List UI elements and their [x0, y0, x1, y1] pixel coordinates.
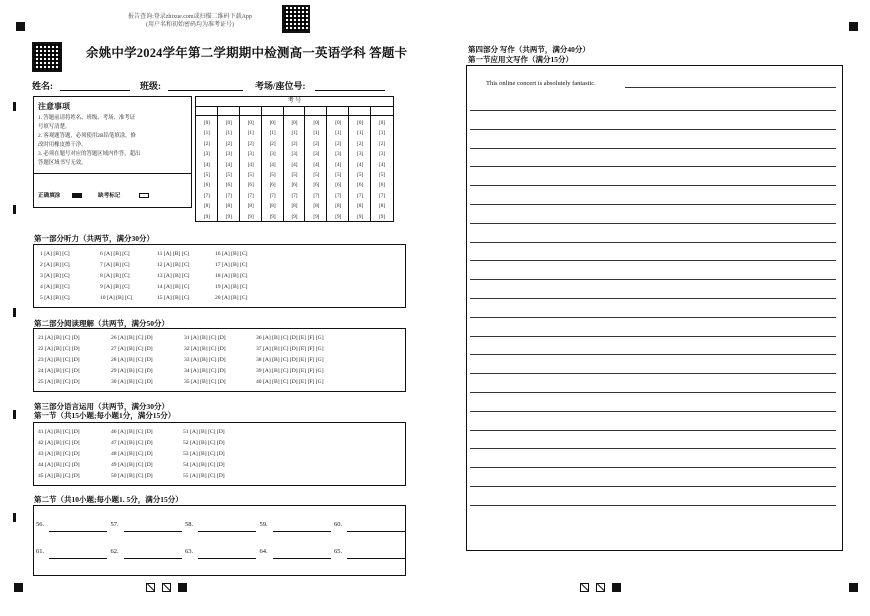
- exam-digit-bubble[interactable]: [6]: [225, 182, 232, 189]
- report-query-line2: (用户名和初始密码均为准考证号): [146, 22, 234, 28]
- exam-digit-bubble[interactable]: [6]: [291, 182, 298, 189]
- writing-line[interactable]: [470, 279, 836, 280]
- registration-mark-bottom-left: [14, 583, 23, 592]
- exam-digit-bubble[interactable]: [2]: [313, 140, 320, 147]
- registration-mark-bottom-center-right: [612, 583, 621, 592]
- timing-mark: [13, 513, 16, 522]
- answer-option-row[interactable]: 45 [A] [B] [C] [D]: [38, 473, 80, 479]
- exam-digit-bubble[interactable]: [4]: [247, 161, 254, 168]
- writing-line[interactable]: [625, 87, 836, 88]
- exam-digit-bubble[interactable]: [5]: [313, 172, 320, 178]
- answer-option-row[interactable]: 6 [A] [B] [C]: [100, 251, 130, 257]
- exam-number-column: [196, 106, 218, 221]
- writing-line[interactable]: [470, 505, 836, 506]
- exam-digit-bubble[interactable]: [2]: [269, 140, 276, 147]
- exam-digit-bubble[interactable]: [5]: [335, 172, 342, 178]
- exam-digit-bubble[interactable]: [4]: [269, 161, 276, 168]
- writing-line[interactable]: [470, 467, 836, 468]
- notice-list: [38, 114, 140, 168]
- page-marker-icon: [162, 583, 171, 592]
- exam-number-write-cell[interactable]: [240, 106, 261, 116]
- notice-item: 1. 答题前请将姓名、班级、考场、准考证: [38, 115, 136, 121]
- part3-box: [33, 422, 406, 486]
- exam-digit-bubble[interactable]: [7]: [313, 192, 320, 199]
- exam-number-write-cell[interactable]: [262, 106, 283, 116]
- answer-option-row[interactable]: 54 [A] [B] [C] [D]: [183, 462, 225, 468]
- page-marker-icon: [146, 583, 155, 592]
- part4-title: 第四部分 写作（共两节，满分40分）: [468, 45, 590, 54]
- exam-number-write-cell[interactable]: [218, 106, 239, 116]
- exam-digit-bubble[interactable]: [1]: [291, 130, 298, 137]
- writing-line[interactable]: [470, 242, 836, 243]
- part1-box: [33, 244, 406, 308]
- blank-number: 64.: [259, 548, 268, 555]
- exam-digit-bubble[interactable]: [4]: [357, 161, 364, 168]
- missing-mark-label: 缺考标记: [98, 193, 121, 199]
- exam-number-column: [305, 106, 327, 221]
- exam-digit-bubble[interactable]: [4]: [291, 161, 298, 168]
- writing-line[interactable]: [470, 411, 836, 412]
- blank-answer-line[interactable]: [198, 558, 256, 559]
- exam-number-column: [349, 106, 371, 221]
- blank-number: 61.: [36, 548, 45, 555]
- writing-line[interactable]: [470, 298, 836, 299]
- exam-digit-bubble[interactable]: [5]: [357, 172, 364, 178]
- answer-option-row[interactable]: 42 [A] [B] [C] [D]: [38, 440, 80, 446]
- answer-option-row[interactable]: 38 [A] [B] [C] [D] [E] [F] [G]: [256, 357, 324, 363]
- exam-digit-bubble[interactable]: [9]: [357, 213, 364, 220]
- writing-line[interactable]: [470, 448, 836, 449]
- part3-section2-title: 第二节（共10小题;每小题1. 5分，满分15分）: [34, 495, 183, 504]
- answer-option-row[interactable]: 50 [A] [B] [C] [D]: [111, 473, 153, 479]
- blank-number: 65.: [334, 548, 343, 555]
- blank-number: 60.: [334, 521, 343, 528]
- exam-number-column: [262, 106, 284, 221]
- answer-option-row[interactable]: 49 [A] [B] [C] [D]: [111, 462, 153, 468]
- exam-number-write-cell[interactable]: [349, 106, 370, 116]
- exam-digit-bubble[interactable]: [7]: [269, 192, 276, 199]
- writing-box[interactable]: [466, 65, 843, 551]
- exam-digit-bubble[interactable]: [0]: [335, 120, 342, 126]
- answer-option-row[interactable]: 26 [A] [B] [C] [D]: [111, 335, 153, 341]
- exam-digit-bubble[interactable]: [4]: [379, 161, 386, 168]
- exam-digit-bubble[interactable]: [4]: [225, 161, 232, 168]
- answer-option-row[interactable]: 13 [A] [B] [C]: [157, 273, 190, 279]
- writing-line[interactable]: [470, 317, 836, 318]
- notice-item: 2. 客观题答题，必须使用2B铅笔填涂，修: [38, 133, 136, 139]
- exam-digit-bubble[interactable]: [2]: [335, 140, 342, 147]
- seat-field[interactable]: [315, 90, 385, 91]
- answer-option-row[interactable]: 19 [A] [B] [C]: [215, 284, 248, 290]
- blank-answer-line[interactable]: [124, 531, 182, 532]
- exam-digit-bubble[interactable]: [8]: [379, 203, 386, 210]
- answer-option-row[interactable]: 3 [A] [B] [C]: [40, 273, 70, 279]
- part3-section1-title: 第一节（共15小题;每小题1分，满分15分）: [34, 411, 176, 420]
- qr-code-icon: [282, 5, 310, 33]
- part2-box: [33, 328, 406, 392]
- exam-digit-bubble[interactable]: [3]: [269, 151, 276, 158]
- report-query-line1: 报告查询:登录zhixue.com或扫描二维码下载App: [128, 14, 252, 20]
- exam-digit-bubble[interactable]: [1]: [225, 130, 232, 137]
- writing-line[interactable]: [470, 129, 836, 130]
- exam-digit-bubble[interactable]: [6]: [357, 182, 364, 189]
- blank-answer-line[interactable]: [347, 531, 405, 532]
- registration-mark-top-left: [16, 22, 25, 31]
- exam-digit-bubble[interactable]: [3]: [291, 151, 298, 158]
- blanks-row: [36, 521, 406, 533]
- answer-option-row[interactable]: 43 [A] [B] [C] [D]: [38, 451, 80, 457]
- exam-digit-bubble[interactable]: [1]: [313, 130, 320, 137]
- exam-digit-bubble[interactable]: [0]: [357, 120, 364, 126]
- answer-option-row[interactable]: 53 [A] [B] [C] [D]: [183, 451, 225, 457]
- exam-digit-bubble[interactable]: [1]: [203, 130, 210, 137]
- name-field[interactable]: [60, 90, 130, 91]
- answer-option-row[interactable]: 21 [A] [B] [C] [D]: [38, 335, 80, 341]
- writing-line[interactable]: [470, 223, 836, 224]
- exam-digit-bubble[interactable]: [0]: [247, 120, 254, 126]
- exam-digit-bubble[interactable]: [9]: [203, 213, 210, 220]
- exam-number-write-cell[interactable]: [371, 106, 393, 116]
- blanks-row: [36, 548, 406, 560]
- answer-option-row[interactable]: 1 [A] [B] [C]: [40, 251, 70, 257]
- exam-number-grid: [195, 96, 394, 222]
- blank-answer-line[interactable]: [198, 531, 256, 532]
- writing-line[interactable]: [470, 110, 836, 111]
- exam-digit-bubble[interactable]: [3]: [335, 151, 342, 158]
- answer-option-row[interactable]: 55 [A] [B] [C] [D]: [183, 473, 225, 479]
- exam-digit-bubble[interactable]: [2]: [203, 140, 210, 147]
- page-marker-icon: [596, 583, 605, 592]
- exam-digit-bubble[interactable]: [8]: [225, 203, 232, 210]
- answer-option-row[interactable]: 10 [A] [B] [C]: [100, 295, 133, 301]
- exam-digit-bubble[interactable]: [9]: [225, 213, 232, 220]
- exam-digit-bubble[interactable]: [1]: [357, 130, 364, 137]
- part2-title: 第二部分阅读理解（共两节，满分50分）: [34, 319, 169, 328]
- writing-line[interactable]: [470, 486, 836, 487]
- answer-option-row[interactable]: 5 [A] [B] [C]: [40, 295, 70, 301]
- answer-option-row[interactable]: 46 [A] [B] [C] [D]: [111, 429, 153, 435]
- answer-option-row[interactable]: 16 [A] [B] [C]: [215, 251, 248, 257]
- exam-digit-bubble[interactable]: [6]: [313, 182, 320, 189]
- exam-digit-bubble[interactable]: [4]: [313, 161, 320, 168]
- page-marker-icon: [580, 583, 589, 592]
- blank-number: 56.: [36, 521, 45, 528]
- answer-option-row[interactable]: 23 [A] [B] [C] [D]: [38, 357, 80, 363]
- exam-number-column: [218, 106, 240, 221]
- notice-item: 答题区域书写无效。: [38, 160, 87, 166]
- blank-answer-line[interactable]: [347, 558, 405, 559]
- notice-item: 3. 必须在题号对应的答题区域内作答，超出: [38, 151, 141, 157]
- answer-option-row[interactable]: 4 [A] [B] [C]: [40, 284, 70, 290]
- exam-digit-bubble[interactable]: [4]: [203, 161, 210, 168]
- answer-option-row[interactable]: 9 [A] [B] [C]: [100, 284, 130, 290]
- exam-digit-bubble[interactable]: [9]: [269, 213, 276, 220]
- answer-option-row[interactable]: 25 [A] [B] [C] [D]: [38, 379, 80, 385]
- exam-digit-bubble[interactable]: [2]: [291, 140, 298, 147]
- class-label: 班级:: [140, 81, 161, 91]
- notice-item: 号填写清楚。: [38, 124, 71, 130]
- answer-option-row[interactable]: 48 [A] [B] [C] [D]: [111, 451, 153, 457]
- exam-digit-bubble[interactable]: [7]: [203, 192, 210, 199]
- writing-line[interactable]: [470, 185, 836, 186]
- exam-digit-bubble[interactable]: [7]: [357, 192, 364, 199]
- writing-line[interactable]: [470, 392, 836, 393]
- exam-number-column: [327, 106, 349, 221]
- exam-digit-bubble[interactable]: [7]: [379, 192, 386, 199]
- exam-digit-bubble[interactable]: [5]: [291, 172, 298, 178]
- exam-number-write-cell[interactable]: [284, 106, 305, 116]
- exam-digit-bubble[interactable]: [8]: [203, 203, 210, 210]
- exam-number-write-cell[interactable]: [196, 106, 217, 116]
- timing-mark: [13, 205, 16, 214]
- answer-option-row[interactable]: 52 [A] [B] [C] [D]: [183, 440, 225, 446]
- exam-digit-bubble[interactable]: [7]: [291, 192, 298, 199]
- exam-digit-bubble[interactable]: [0]: [291, 120, 298, 126]
- answer-option-row[interactable]: 31 [A] [B] [C] [D]: [184, 335, 226, 341]
- exam-digit-bubble[interactable]: [9]: [379, 213, 386, 220]
- timing-mark: [13, 410, 16, 419]
- answer-option-row[interactable]: 36 [A] [B] [C] [D] [E] [F] [G]: [256, 335, 324, 341]
- exam-digit-bubble[interactable]: [3]: [313, 151, 320, 158]
- exam-digit-bubble[interactable]: [1]: [269, 130, 276, 137]
- exam-digit-bubble[interactable]: [3]: [247, 151, 254, 158]
- exam-digit-bubble[interactable]: [8]: [247, 203, 254, 210]
- exam-number-write-cell[interactable]: [327, 106, 348, 116]
- timing-mark: [13, 102, 16, 111]
- answer-option-row[interactable]: 20 [A] [B] [C]: [215, 295, 248, 301]
- exam-digit-bubble[interactable]: [5]: [225, 172, 232, 178]
- answer-option-row[interactable]: 35 [A] [B] [C] [D]: [184, 379, 226, 385]
- exam-digit-bubble[interactable]: [6]: [269, 182, 276, 189]
- page-title: 余姚中学2024学年第二学期期中检测高一英语学科 答题卡: [86, 46, 408, 60]
- exam-digit-bubble[interactable]: [5]: [379, 172, 386, 178]
- part3-title: 第三部分语言运用（共两节，满分30分）: [34, 402, 169, 411]
- blank-answer-line[interactable]: [273, 531, 331, 532]
- answer-option-row[interactable]: 47 [A] [B] [C] [D]: [111, 440, 153, 446]
- answer-option-row[interactable]: 41 [A] [B] [C] [D]: [38, 429, 80, 435]
- answer-option-row[interactable]: 18 [A] [B] [C]: [215, 273, 248, 279]
- exam-digit-bubble[interactable]: [0]: [225, 120, 232, 126]
- answer-option-row[interactable]: 30 [A] [B] [C] [D]: [111, 379, 153, 385]
- blank-number: 62.: [110, 548, 119, 555]
- exam-digit-bubble[interactable]: [0]: [203, 120, 210, 126]
- exam-number-column: [240, 106, 262, 221]
- notice-title: 注意事项: [38, 102, 70, 111]
- missing-mark-checkbox[interactable]: [139, 193, 149, 198]
- qr-code-icon: [32, 42, 62, 72]
- exam-digit-bubble[interactable]: [3]: [225, 151, 232, 158]
- part1-title: 第一部分听力（共两节，满分30分）: [34, 234, 154, 243]
- notice-divider: [34, 173, 191, 174]
- answer-option-row[interactable]: 17 [A] [B] [C]: [215, 262, 248, 268]
- answer-option-row[interactable]: 11 [A] [B] [C]: [157, 251, 190, 257]
- writing-line[interactable]: [470, 430, 836, 431]
- writing-line[interactable]: [470, 373, 836, 374]
- seat-label: 考场/座位号:: [255, 81, 306, 91]
- exam-digit-bubble[interactable]: [8]: [357, 203, 364, 210]
- exam-digit-bubble[interactable]: [8]: [313, 203, 320, 210]
- exam-digit-bubble[interactable]: [9]: [291, 213, 298, 220]
- blank-answer-line[interactable]: [49, 558, 107, 559]
- writing-line[interactable]: [470, 166, 836, 167]
- name-label: 姓名:: [32, 81, 53, 91]
- exam-digit-bubble[interactable]: [2]: [247, 140, 254, 147]
- writing-line[interactable]: [470, 354, 836, 355]
- exam-digit-bubble[interactable]: [9]: [335, 213, 342, 220]
- exam-number-column: [284, 106, 306, 221]
- exam-number-column: [371, 106, 393, 221]
- exam-digit-bubble[interactable]: [0]: [379, 120, 386, 126]
- answer-option-row[interactable]: 14 [A] [B] [C]: [157, 284, 190, 290]
- exam-digit-bubble[interactable]: [8]: [291, 203, 298, 210]
- writing-line[interactable]: [470, 148, 836, 149]
- blank-number: 58.: [185, 521, 194, 528]
- blank-answer-line[interactable]: [273, 558, 331, 559]
- registration-mark-top-right: [849, 22, 858, 31]
- timing-mark: [13, 308, 16, 317]
- registration-mark-bottom-center-left: [178, 583, 187, 592]
- exam-digit-bubble[interactable]: [7]: [225, 192, 232, 199]
- exam-digit-bubble[interactable]: [7]: [247, 192, 254, 199]
- answer-option-row[interactable]: 28 [A] [B] [C] [D]: [111, 357, 153, 363]
- exam-digit-bubble[interactable]: [5]: [203, 172, 210, 178]
- exam-digit-bubble[interactable]: [8]: [269, 203, 276, 210]
- exam-digit-bubble[interactable]: [1]: [247, 130, 254, 137]
- class-field[interactable]: [168, 90, 243, 91]
- answer-option-row[interactable]: 34 [A] [B] [C] [D]: [184, 368, 226, 374]
- answer-option-row[interactable]: 2 [A] [B] [C]: [40, 262, 70, 268]
- exam-digit-bubble[interactable]: [9]: [313, 213, 320, 220]
- exam-digit-bubble[interactable]: [9]: [247, 213, 254, 220]
- answer-option-row[interactable]: 32 [A] [B] [C] [D]: [184, 346, 226, 352]
- answer-option-row[interactable]: 44 [A] [B] [C] [D]: [38, 462, 80, 468]
- answer-option-row[interactable]: 15 [A] [B] [C]: [157, 295, 190, 301]
- blank-answer-line[interactable]: [49, 531, 107, 532]
- answer-option-row[interactable]: 27 [A] [B] [C] [D]: [111, 346, 153, 352]
- answer-option-row[interactable]: 33 [A] [B] [C] [D]: [184, 357, 226, 363]
- exam-digit-bubble[interactable]: [1]: [379, 130, 386, 137]
- writing-line[interactable]: [470, 336, 836, 337]
- part4-section1-title: 第一节应用文写作（满分15分）: [468, 55, 573, 64]
- exam-digit-bubble[interactable]: [3]: [357, 151, 364, 158]
- answer-option-row[interactable]: 39 [A] [B] [C] [D] [E] [F] [G]: [256, 368, 324, 374]
- exam-digit-bubble[interactable]: [6]: [335, 182, 342, 189]
- exam-number-header: 考 号: [196, 97, 393, 107]
- answer-option-row[interactable]: 37 [A] [B] [C] [D] [E] [F] [G]: [256, 346, 324, 352]
- exam-digit-bubble[interactable]: [2]: [379, 140, 386, 147]
- answer-option-row[interactable]: 24 [A] [B] [C] [D]: [38, 368, 80, 374]
- answer-option-row[interactable]: 29 [A] [B] [C] [D]: [111, 368, 153, 374]
- exam-digit-bubble[interactable]: [3]: [379, 151, 386, 158]
- notice-item: 改时用橡皮擦干净。: [38, 142, 87, 148]
- exam-digit-bubble[interactable]: [6]: [379, 182, 386, 189]
- exam-digit-bubble[interactable]: [3]: [203, 151, 210, 158]
- notice-box: [33, 96, 192, 208]
- exam-digit-bubble[interactable]: [2]: [357, 140, 364, 147]
- answer-option-row[interactable]: 22 [A] [B] [C] [D]: [38, 346, 80, 352]
- answer-option-row[interactable]: 12 [A] [B] [C]: [157, 262, 190, 268]
- writing-line[interactable]: [470, 204, 836, 205]
- blanks-box: [33, 505, 406, 576]
- exam-digit-bubble[interactable]: [1]: [335, 130, 342, 137]
- report-query-note: [90, 13, 290, 29]
- exam-digit-bubble[interactable]: [0]: [269, 120, 276, 126]
- blank-number: 57.: [110, 521, 119, 528]
- filled-bubble-icon: [72, 193, 82, 198]
- answer-option-row[interactable]: 40 [A] [B] [C] [D] [E] [F] [G]: [256, 379, 324, 385]
- answer-option-row[interactable]: 51 [A] [B] [C] [D]: [183, 429, 225, 435]
- blank-number: 63.: [185, 548, 194, 555]
- writing-line[interactable]: [470, 260, 836, 261]
- exam-digit-bubble[interactable]: [5]: [247, 172, 254, 178]
- exam-digit-bubble[interactable]: [0]: [313, 120, 320, 126]
- exam-digit-bubble[interactable]: [6]: [203, 182, 210, 189]
- exam-number-write-cell[interactable]: [305, 106, 326, 116]
- exam-digit-bubble[interactable]: [2]: [225, 140, 232, 147]
- exam-digit-bubble[interactable]: [5]: [269, 172, 276, 178]
- registration-mark-bottom-right: [849, 583, 858, 592]
- blank-answer-line[interactable]: [124, 558, 182, 559]
- exam-digit-bubble[interactable]: [7]: [335, 192, 342, 199]
- blank-number: 59.: [259, 521, 268, 528]
- writing-opening-sentence: This online concert is absolutely fantastic.: [486, 80, 596, 87]
- exam-digit-bubble[interactable]: [6]: [247, 182, 254, 189]
- answer-option-row[interactable]: 7 [A] [B] [C]: [100, 262, 130, 268]
- answer-option-row[interactable]: 8 [A] [B] [C]: [100, 273, 130, 279]
- exam-digit-bubble[interactable]: [8]: [335, 203, 342, 210]
- exam-number-columns: [196, 106, 393, 221]
- correct-fill-label: 正确填涂: [38, 193, 61, 199]
- exam-digit-bubble[interactable]: [4]: [335, 161, 342, 168]
